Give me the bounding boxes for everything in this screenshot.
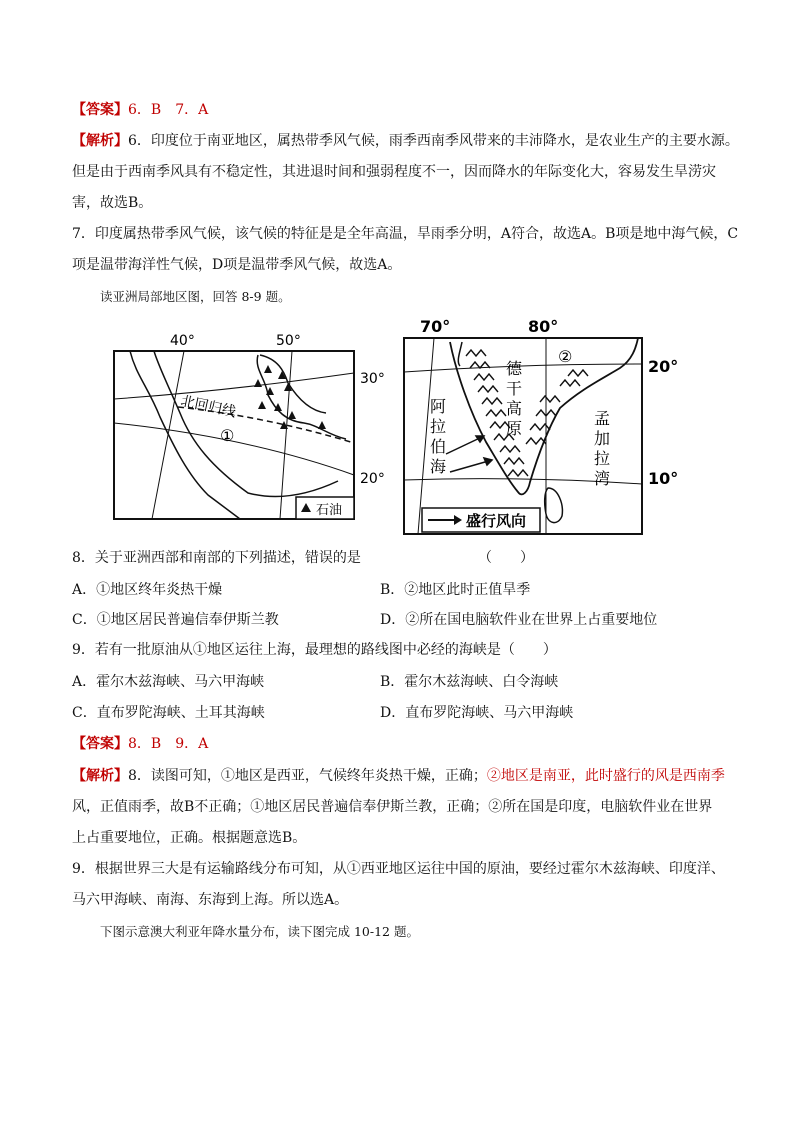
svg-text:原: 原: [506, 419, 523, 438]
map-west-asia: [108, 325, 398, 525]
svg-text:高: 高: [506, 399, 523, 418]
analysis-6-line1: [72, 131, 739, 151]
answer-tag: 【答案】: [72, 736, 128, 752]
intro-8-9: 读亚洲局部地区图，回答 8-9 题。: [100, 289, 291, 304]
analysis-highlight: ②地区是南亚，此时盛行的风是西南季: [486, 768, 725, 784]
option-9B: B．霍尔木兹海峡、白令海峡: [380, 674, 559, 690]
analysis-8-line1: [72, 766, 725, 786]
question-8-blank: （ ）: [478, 550, 534, 566]
analysis-text: 8．读图可知，①地区是西亚，气候终年炎热干燥，正确；: [128, 768, 487, 784]
answer-6-7: [72, 100, 208, 120]
option-9D: D．直布罗陀海峡、马六甲海峡: [380, 705, 574, 721]
analysis-tag: 【解析】: [72, 133, 128, 149]
question-8-text: 8．关于亚洲西部和南部的下列描述，错误的是: [72, 550, 361, 566]
intro-10-12: 下图示意澳大利亚年降水量分布，读下图完成 10-12 题。: [100, 924, 419, 939]
svg-text:拉: 拉: [594, 449, 611, 468]
analysis-text: 6．印度位于南亚地区，属热带季风气候，雨季西南季风带来的丰沛降水，是农业生产的主要水源。: [128, 133, 739, 149]
analysis-9-line2: 马六甲海峡、南海、东海到上海。所以选A。: [72, 892, 349, 908]
lon-label-50: 50°: [276, 333, 301, 349]
analysis-8-line3: 上占重要地位，正确。根据题意选B。: [72, 830, 307, 846]
analysis-tag: 【解析】: [72, 768, 128, 784]
lat-label-20: 20°: [648, 357, 679, 376]
option-9A: A．霍尔木兹海峡、马六甲海峡: [72, 674, 265, 690]
region-2-label: ②: [558, 347, 573, 366]
analysis-7-line2: 项是温带海洋性气候，D项是温带季风气候，故选A。: [72, 257, 402, 273]
option-8B: B．②地区此时正值旱季: [380, 582, 531, 598]
lon-label-40: 40°: [170, 333, 195, 349]
deccan-plateau-label: [506, 359, 523, 438]
wind-legend-label: 盛行风向: [466, 512, 527, 530]
question-8-stem: [72, 548, 361, 568]
question-9-stem: 9．若有一批原油从①地区运往上海，最理想的路线图中必经的海峡是（ ）: [72, 642, 557, 658]
arabian-sea-label: [430, 397, 446, 476]
answer-text: 8．B 9．A: [128, 736, 209, 752]
svg-text:海: 海: [430, 457, 447, 476]
analysis-7-line1: 7．印度属热带季风气候，该气候的特征是是全年高温，旱雨季分明，A符合，故选A。B项是地中海气候，C: [72, 226, 739, 242]
map-south-asia: [400, 312, 700, 537]
lon-label-70: 70°: [420, 317, 451, 336]
svg-text:阿: 阿: [430, 397, 447, 416]
answer-8-9: [72, 734, 208, 754]
option-8A: A．①地区终年炎热干燥: [72, 582, 223, 598]
bay-of-bengal-label: [594, 409, 610, 488]
svg-text:湾: 湾: [594, 469, 611, 488]
option-8D: D．②所在国电脑软件业在世界上占重要地位: [380, 612, 658, 628]
svg-text:伯: 伯: [430, 437, 447, 456]
lat-label-10: 10°: [648, 469, 679, 488]
lon-label-80: 80°: [528, 317, 559, 336]
option-8C: C．①地区居民普遍信奉伊斯兰教: [72, 612, 279, 628]
svg-text:加: 加: [594, 429, 611, 448]
svg-text:德: 德: [506, 359, 523, 378]
region-1-label: ①: [220, 426, 235, 445]
lat-label-30: 30°: [360, 371, 385, 387]
mountain-markers: [466, 350, 588, 476]
analysis-6-line3: 害，故选B。: [72, 195, 153, 211]
svg-text:拉: 拉: [430, 417, 447, 436]
analysis-6-line2: 但是由于西南季风具有不稳定性，其进退时间和强弱程度不一，因而降水的年际变化大，容易发生旱涝灾: [72, 164, 716, 180]
tropic-label: 北回归线: [179, 393, 238, 421]
option-9C: C．直布罗陀海峡、土耳其海峡: [72, 705, 265, 721]
svg-text:干: 干: [506, 379, 523, 398]
answer-text: 6．B 7．A: [128, 102, 209, 118]
analysis-9-line1: 9．根据世界三大是有运输路线分布可知，从①西亚地区运往中国的原油，要经过霍尔木兹海峡、印度洋、: [72, 861, 725, 877]
lat-label-20: 20°: [360, 471, 385, 487]
svg-text:孟: 孟: [594, 409, 611, 428]
oil-legend-label: 石油: [316, 503, 343, 518]
analysis-8-line2: 风，正值雨季，故B不正确；①地区居民普遍信奉伊斯兰教，正确；②所在国是印度，电脑软件业在世界: [72, 799, 713, 815]
answer-tag: 【答案】: [72, 102, 128, 118]
